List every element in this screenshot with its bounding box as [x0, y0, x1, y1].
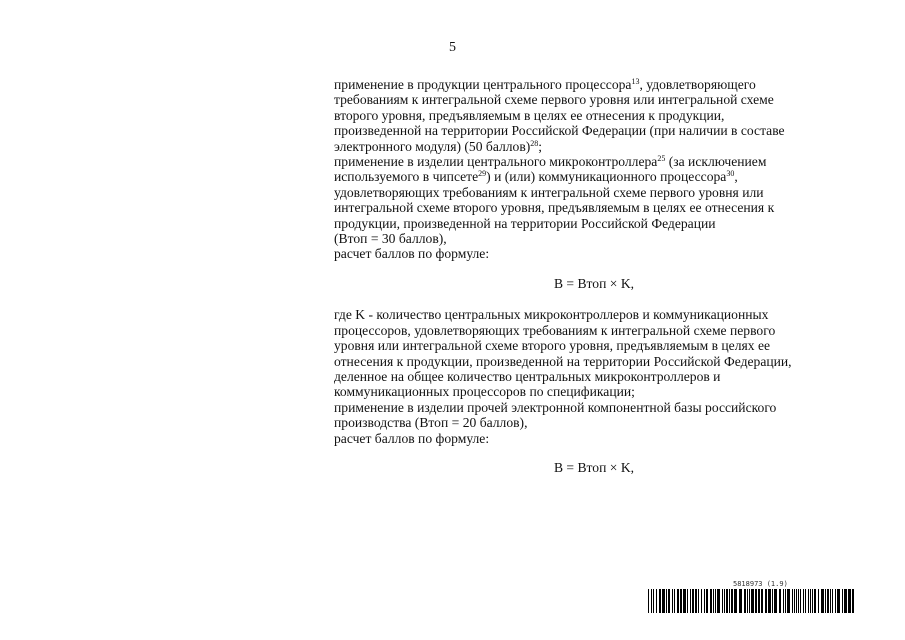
footnote-ref: 13	[631, 77, 640, 86]
text-run: ) и (или) коммуникационного процессора	[486, 169, 727, 185]
text-run: где K - количество центральных микроконтроллеров и коммуникационных	[334, 307, 769, 323]
barcode-label: 5818973 (1.9)	[733, 580, 788, 588]
text-run: применение в изделии прочей электронной компонентной базы российского	[334, 399, 777, 415]
text-line	[334, 431, 854, 446]
text-line	[334, 185, 854, 200]
text-run: продукции, произведенной на территории Российской Федерации	[334, 215, 716, 231]
barcode-bar	[726, 589, 728, 613]
barcode-bar	[653, 589, 654, 613]
barcode-bar	[677, 589, 679, 613]
barcode-bar	[792, 589, 793, 613]
barcode-bar	[648, 589, 649, 613]
barcode-bar	[687, 589, 688, 613]
barcode-bar	[832, 589, 833, 613]
text-line	[334, 154, 854, 169]
barcode-bar	[837, 589, 840, 613]
text-line	[334, 323, 854, 338]
barcode-bar	[796, 589, 797, 613]
barcode-bar	[659, 589, 661, 613]
barcode-bar	[821, 589, 824, 613]
document-body	[334, 77, 854, 475]
text-run: второго уровня, предъявляемым в целях ее отнесения к продукции,	[334, 107, 725, 123]
barcode-bar	[785, 589, 786, 613]
text-line	[334, 108, 854, 123]
barcode-bar	[798, 589, 799, 613]
text-run: применение в продукции центрального процессора	[334, 77, 632, 92]
barcode-bar	[830, 589, 831, 613]
barcode-bar	[744, 589, 746, 613]
barcode-bar	[751, 589, 754, 613]
barcode-bar	[680, 589, 682, 613]
text-line	[334, 216, 854, 231]
footnote-ref: 29	[478, 169, 487, 179]
text-line	[334, 246, 854, 261]
barcode-bar	[825, 589, 826, 613]
text-run: деленное на общее количество центральных микроконтроллеров и	[334, 368, 721, 384]
barcode-bar	[695, 589, 697, 613]
text-run: , удовлетворяющего	[639, 77, 756, 92]
text-run: отнесения к продукции, произведенной на территории Российской Федерации,	[334, 353, 792, 369]
text-block-2	[334, 307, 854, 446]
barcode-bar	[852, 589, 854, 613]
text-run: расчет баллов по формуле:	[334, 246, 490, 262]
text-line	[334, 369, 854, 384]
footnote-ref: 28	[530, 138, 539, 148]
barcode-bar	[779, 589, 781, 613]
barcode-bar	[734, 589, 737, 613]
barcode-bar	[755, 589, 757, 613]
barcode-bar	[668, 589, 670, 613]
text-line	[334, 307, 854, 322]
text-line	[334, 139, 854, 154]
barcode-bar	[710, 589, 712, 613]
text-run: электронного модуля) (50 баллов)	[334, 138, 531, 154]
barcode-bar	[803, 589, 804, 613]
text-line	[334, 400, 854, 415]
barcode-bar	[701, 589, 702, 613]
text-block-1	[334, 77, 854, 262]
barcode-bar	[692, 589, 694, 613]
text-run: произведенной на территории Российской Федерации (при наличии в составе	[334, 123, 785, 139]
barcode-bar	[844, 589, 847, 613]
barcode-bar	[842, 589, 843, 613]
barcode-bar	[690, 589, 691, 613]
barcode-bar	[662, 589, 665, 613]
text-run: (Втоп = 30 баллов),	[334, 231, 447, 247]
barcode-bar	[835, 589, 836, 613]
formula-2: В = Втоп × K,	[553, 459, 635, 475]
barcode-bar	[749, 589, 750, 613]
barcode-bar	[827, 589, 829, 613]
barcode-bar	[800, 589, 801, 613]
barcode-bar	[666, 589, 667, 613]
text-run: процессоров, удовлетворяющих требованиям к интегральной схеме первого	[334, 322, 776, 338]
text-run: коммуникационных процессоров по спецификации;	[334, 384, 635, 400]
barcode-bar	[724, 589, 725, 613]
text-line	[334, 169, 854, 184]
barcode-bar	[674, 589, 675, 613]
barcode-bar	[808, 589, 809, 613]
text-run: требованиям к интегральной схеме первого уровня или интегральной схеме	[334, 92, 774, 108]
barcode-bar	[814, 589, 816, 613]
barcode-bar	[765, 589, 767, 613]
text-line	[334, 77, 854, 92]
text-run: интегральной схеме второго уровня, предъявляемым в целях ее отнесения к	[334, 200, 775, 216]
barcode-bar	[818, 589, 819, 613]
text-line	[334, 354, 854, 369]
barcode-bar	[656, 589, 657, 613]
barcode-bar	[794, 589, 795, 613]
barcode-bar	[768, 589, 771, 613]
text-line	[334, 338, 854, 353]
barcode-bar	[747, 589, 748, 613]
barcode-image	[648, 589, 854, 613]
barcode-bar	[805, 589, 806, 613]
barcode-bar	[683, 589, 686, 613]
barcode-bar	[672, 589, 673, 613]
text-run: ,	[734, 169, 738, 185]
formula-1: В = Втоп × K,	[553, 275, 635, 291]
barcode-bar	[783, 589, 784, 613]
barcode-bar	[774, 589, 777, 613]
barcode-bar	[717, 589, 720, 613]
barcode-bar	[739, 589, 742, 613]
barcode-bar	[812, 589, 813, 613]
barcode-bar	[706, 589, 708, 613]
text-line	[334, 123, 854, 138]
text-run: (за исключением	[665, 154, 767, 170]
barcode-bar	[729, 589, 730, 613]
text-line	[334, 415, 854, 430]
text-line	[334, 384, 854, 399]
text-run: уровня или интегральной схеме второго уровня, предъявляемым в целях ее	[334, 338, 771, 354]
barcode-bar	[848, 589, 851, 613]
barcode-bar	[713, 589, 714, 613]
barcode-bar	[722, 589, 723, 613]
text-line	[334, 231, 854, 246]
text-run: применение в изделии центрального микроконтроллера	[334, 154, 658, 170]
footnote-ref: 30	[726, 169, 735, 179]
barcode-bar	[787, 589, 790, 613]
text-run: расчет баллов по формуле:	[334, 430, 490, 446]
barcode-bar	[772, 589, 773, 613]
barcode-bar	[761, 589, 763, 613]
text-line	[334, 92, 854, 107]
text-run: удовлетворяющих требованиям к интегральной схеме первого уровня или	[334, 184, 764, 200]
page-number: 5	[449, 40, 456, 55]
barcode-bar	[698, 589, 699, 613]
barcode-bar	[704, 589, 705, 613]
footnote-ref: 25	[657, 154, 666, 164]
barcode-bar	[715, 589, 716, 613]
text-line	[334, 200, 854, 215]
barcode-bar	[810, 589, 811, 613]
barcode-bar	[731, 589, 733, 613]
text-run: используемого в чипсете	[334, 169, 479, 185]
text-run: производства (Втоп = 20 баллов),	[334, 415, 528, 431]
barcode-bar	[651, 589, 652, 613]
barcode-bar	[758, 589, 760, 613]
text-run: ;	[538, 138, 543, 154]
